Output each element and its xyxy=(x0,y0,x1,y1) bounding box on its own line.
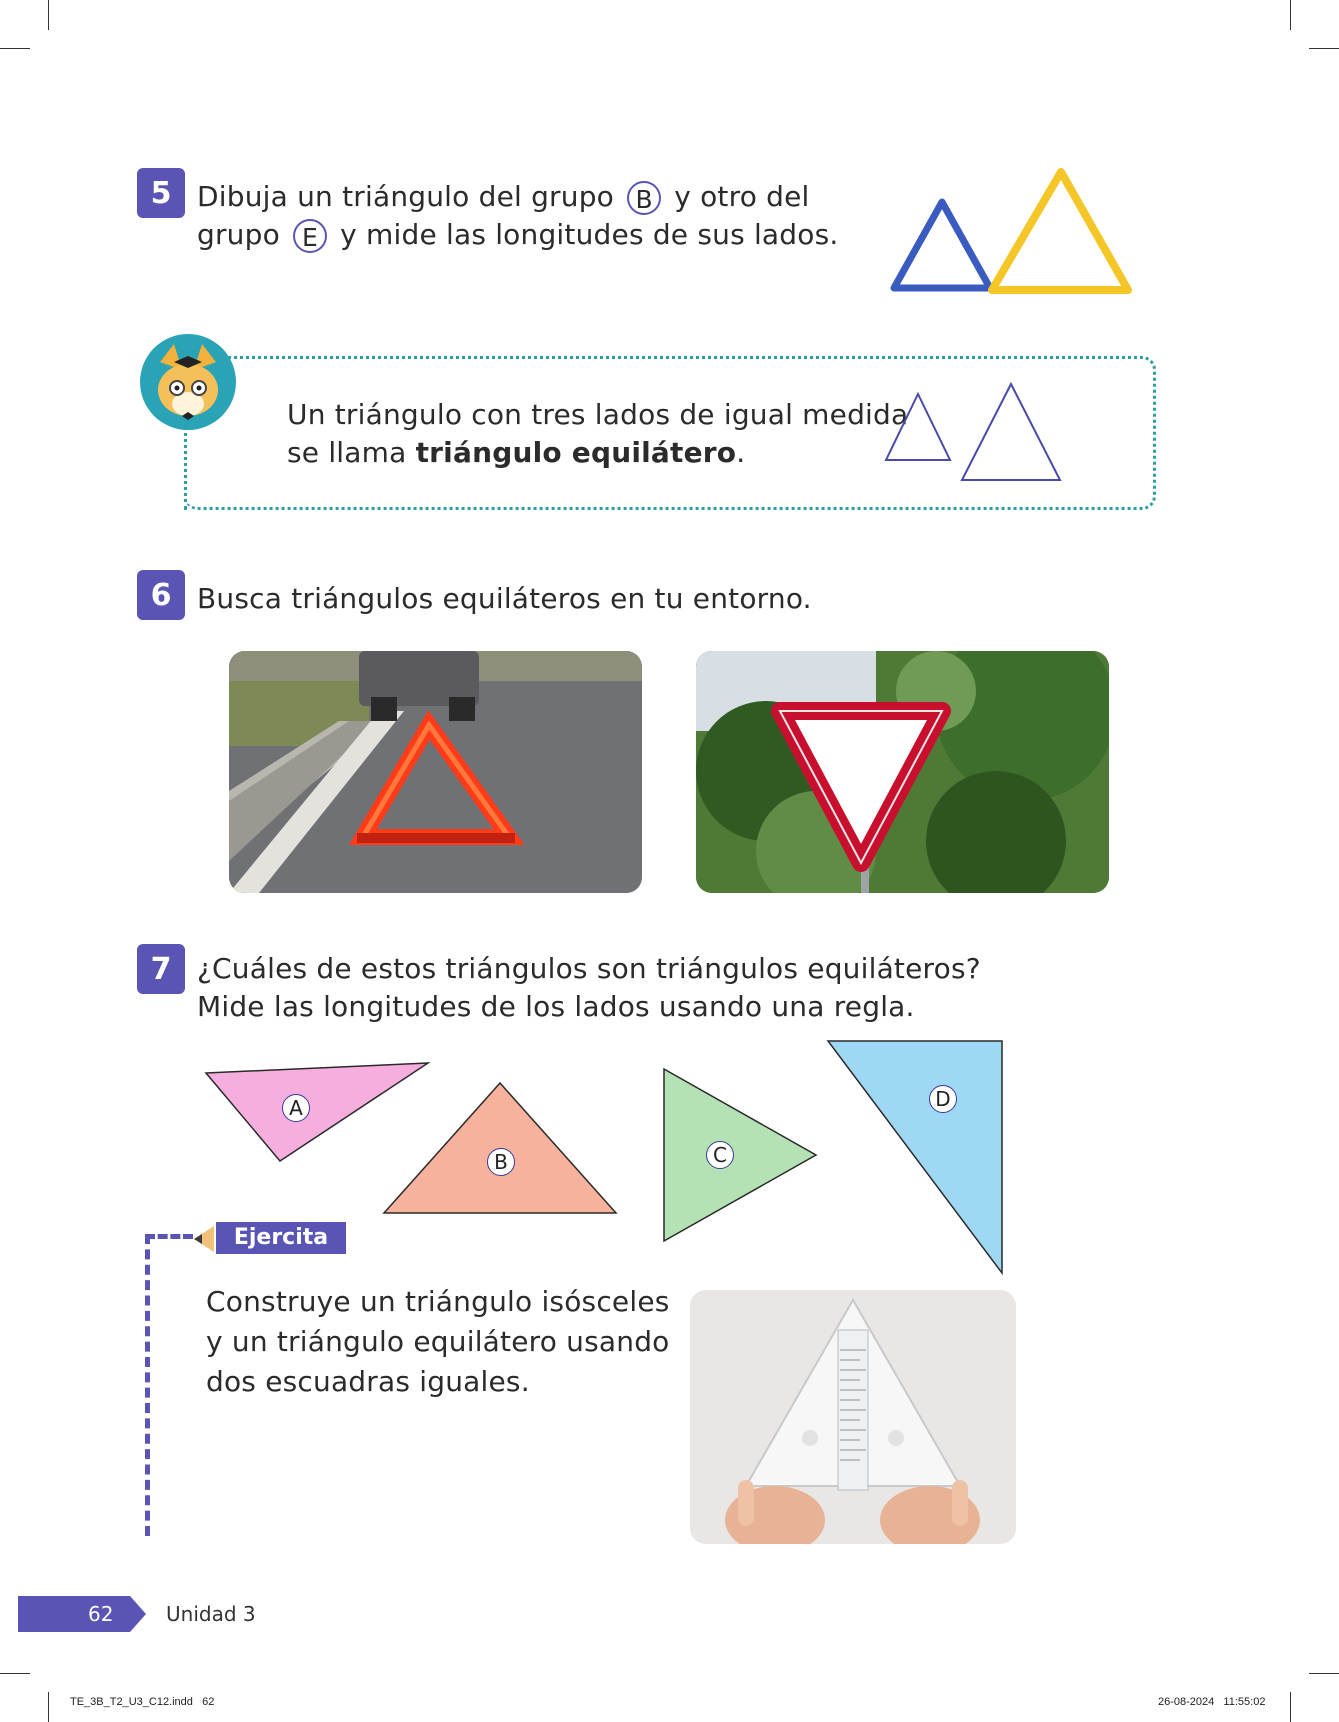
blue-stick-triangle xyxy=(894,202,990,288)
triangle-a xyxy=(206,1063,428,1161)
question-5-line-1: Dibuja un triángulo del grupo B y otro del xyxy=(197,180,810,214)
question-6-text: Busca triángulos equiláteros en tu entorno. xyxy=(197,582,812,615)
stick-triangles-illustration xyxy=(850,160,1140,300)
crop-mark xyxy=(1290,1692,1291,1722)
crop-mark xyxy=(0,48,30,49)
equilateral-triangles-illustration xyxy=(880,378,1080,488)
crop-mark xyxy=(48,0,49,30)
fox-mascot-icon xyxy=(138,332,238,432)
triangle-d-label: D xyxy=(929,1085,957,1113)
question-5-line-2: grupo E y mide las longitudes de sus lados. xyxy=(197,218,839,252)
yellow-stick-triangle xyxy=(992,172,1128,290)
pencil-tip-icon xyxy=(192,1224,216,1254)
large-equilateral-triangle xyxy=(962,384,1060,480)
triangle-a-label: A xyxy=(282,1094,310,1122)
ejercita-tag: Ejercita xyxy=(216,1222,346,1254)
yield-sign-photo xyxy=(696,651,1109,893)
crop-mark xyxy=(0,1673,30,1674)
triangle-c-label: C xyxy=(706,1141,734,1169)
set-squares-photo xyxy=(690,1290,1016,1544)
definition-text: Un triángulo con tres lados de igual medida se llama triángulo equilátero. xyxy=(287,398,909,469)
triangle-d xyxy=(828,1041,1002,1273)
triangle-b-label: B xyxy=(487,1148,515,1176)
crop-mark xyxy=(1290,0,1291,30)
print-file-name: TE_3B_T2_U3_C12.indd 62 xyxy=(70,1696,215,1708)
print-timestamp: 26-08-2024 11:55:02 xyxy=(1158,1696,1266,1708)
group-e-badge: E xyxy=(293,219,327,253)
triangle-c xyxy=(664,1069,816,1241)
question-7-text: ¿Cuáles de estos triángulos son triángulos equiláteros? Mide las longitudes de los lados usando una regla. xyxy=(197,952,981,1023)
unit-label: Unidad 3 xyxy=(166,1602,256,1626)
definition-box-left-edge xyxy=(184,420,190,510)
crop-mark xyxy=(1309,48,1339,49)
question-number-6: 6 xyxy=(137,570,185,620)
question-number-7: 7 xyxy=(137,944,185,994)
crop-mark xyxy=(48,1692,49,1722)
definition-term: triángulo equilátero xyxy=(415,436,737,469)
question-number-5: 5 xyxy=(137,168,185,218)
question-5-text xyxy=(197,178,838,254)
crop-mark xyxy=(1309,1673,1339,1674)
road-warning-triangle-photo xyxy=(229,651,642,893)
page-number: 62 xyxy=(88,1602,114,1626)
ejercita-text: Construye un triángulo isósceles y un triángulo equilátero usando dos escuadras iguales. xyxy=(206,1285,670,1398)
ejercita-dashed-line xyxy=(145,1234,154,1536)
group-b-badge: B xyxy=(627,181,661,215)
small-equilateral-triangle xyxy=(886,394,950,460)
ejercita-dashed-top xyxy=(145,1234,193,1243)
